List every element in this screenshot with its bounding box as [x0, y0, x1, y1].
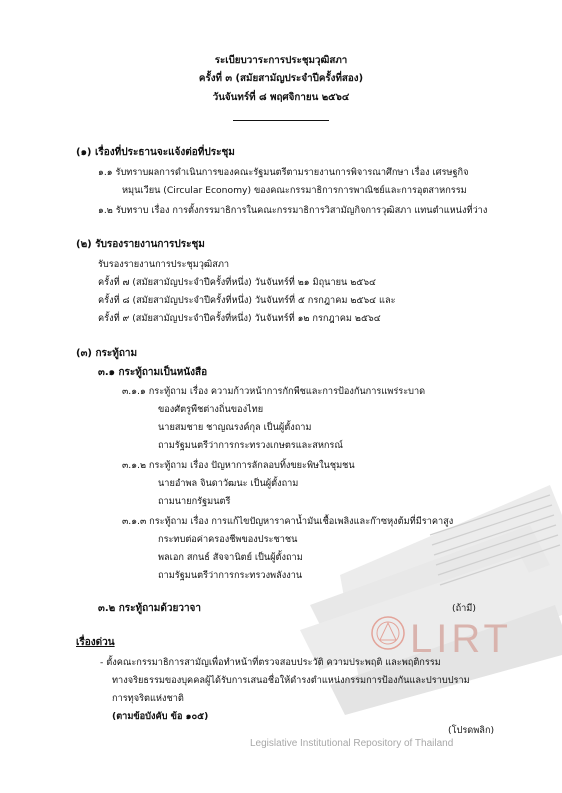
urgent-line-2: ทางจริยธรรมของบุคคลผู้ได้รับการเสนอชื่อให้ดำรงตำแหน่งกรรมการป้องกันและปราบปราม [112, 675, 470, 686]
question-3-line-4: ถามรัฐมนตรีว่าการกระทรวงพลังงาน [158, 570, 303, 581]
question-2-line-1: ๓.๑.๒ กระทู้ถาม เรื่อง ปัญหาการลักลอบทิ้งขยะพิษในชุมชน [122, 460, 355, 471]
section-2-line-1: รับรองรายงานการประชุมวุฒิสภา [98, 259, 230, 270]
urgent-line-1: - ตั้งคณะกรรมาธิการสามัญเพื่อทำหน้าที่ตรวจสอบประวัติ ความประพฤติ และพฤติกรรม [100, 657, 441, 668]
section-2-line-3: ครั้งที่ ๘ (สมัยสามัญประจำปีครั้งที่หนึ่ง) วันจันทร์ที่ ๕ กรกฎาคม ๒๕๖๔ และ [98, 295, 396, 306]
section-1-item-2: ๑.๒ รับทราบ เรื่อง การตั้งกรรมาธิการในคณะกรรมาธิการวิสามัญกิจการวุฒิสภา แทนตำแหน่งที่ว่าง [98, 205, 488, 216]
section-1-item-1-line-1: ๑.๑ รับทราบผลการดำเนินการของคณะรัฐมนตรีตามรายงานการพิจารณาศึกษา เรื่อง เศรษฐกิจ [98, 167, 469, 178]
section-2-line-2: ครั้งที่ ๗ (สมัยสามัญประจำปีครั้งที่หนึ่ง) วันจันทร์ที่ ๒๑ มิถุนายน ๒๕๖๔ [98, 277, 376, 288]
section-2-heading: (๒) รับรองรายงานการประชุม [76, 239, 205, 250]
question-2-line-3: ถามนายกรัฐมนตรี [158, 496, 231, 507]
section-3-2-note: (ถ้ามี) [452, 603, 476, 614]
question-3-line-1: ๓.๑.๓ กระทู้ถาม เรื่อง การแก้ไขปัญหาราคาน้ำมันเชื้อเพลิงและก๊าซหุงต้มที่มีราคาสูง [122, 516, 454, 527]
urgent-line-3: การทุจริตแห่งชาติ [112, 693, 184, 704]
title-line-1: ระเบียบวาระการประชุมวุฒิสภา [214, 55, 348, 66]
title-underline [233, 120, 329, 121]
book-watermark-icon [300, 455, 562, 755]
section-3-2-heading: ๓.๒ กระทู้ถามด้วยวาจา [98, 603, 202, 614]
section-1-heading: (๑) เรื่องที่ประธานจะแจ้งต่อที่ประชุม [76, 147, 235, 158]
section-3-1-heading: ๓.๑ กระทู้ถามเป็นหนังสือ [98, 367, 208, 378]
please-turn-over: (โปรดพลิก) [448, 725, 495, 736]
title-line-3: วันจันทร์ที่ ๘ พฤศจิกายน ๒๕๖๔ [212, 92, 350, 103]
question-1-line-2: ของศัตรูพืชต่างถิ่นของไทย [158, 404, 264, 415]
question-3-line-3: พลเอก สกนธ์ สัจจานิตย์ เป็นผู้ตั้งถาม [158, 552, 303, 563]
question-2-line-2: นายอำพล จินดาวัฒนะ เป็นผู้ตั้งถาม [158, 478, 299, 489]
urgent-line-4: (ตามข้อบังคับ ข้อ ๑๐๕) [112, 711, 209, 722]
section-2-line-4: ครั้งที่ ๙ (สมัยสามัญประจำปีครั้งที่หนึ่ง) วันจันทร์ที่ ๑๒ กรกฎาคม ๒๕๖๔ [98, 313, 381, 324]
question-1-line-1: ๓.๑.๑ กระทู้ถาม เรื่อง ความก้าวหน้าการกักพืชและการป้องกันการแพร่ระบาด [122, 386, 426, 397]
urgent-heading: เรื่องด่วน [76, 637, 115, 648]
lirt-caption: Legislative Institutional Repository of Thailand [250, 738, 454, 749]
lirt-logo-text: LIRT [410, 617, 512, 661]
title-line-2: ครั้งที่ ๓ (สมัยสามัญประจำปีครั้งที่สอง) [198, 73, 364, 84]
question-3-line-2: กระทบต่อค่าครองชีพของประชาชน [158, 534, 298, 545]
section-1-item-1-line-2: หมุนเวียน (Circular Economy) ของคณะกรรมาธิการการพาณิชย์และการอุตสาหกรรม [122, 185, 467, 196]
question-1-line-3: นายสมชาย ชาญณรงค์กุล เป็นผู้ตั้งถาม [158, 422, 312, 433]
question-1-line-4: ถามรัฐมนตรีว่าการกระทรวงเกษตรและสหกรณ์ [158, 440, 343, 451]
section-3-heading: (๓) กระทู้ถาม [76, 348, 138, 359]
